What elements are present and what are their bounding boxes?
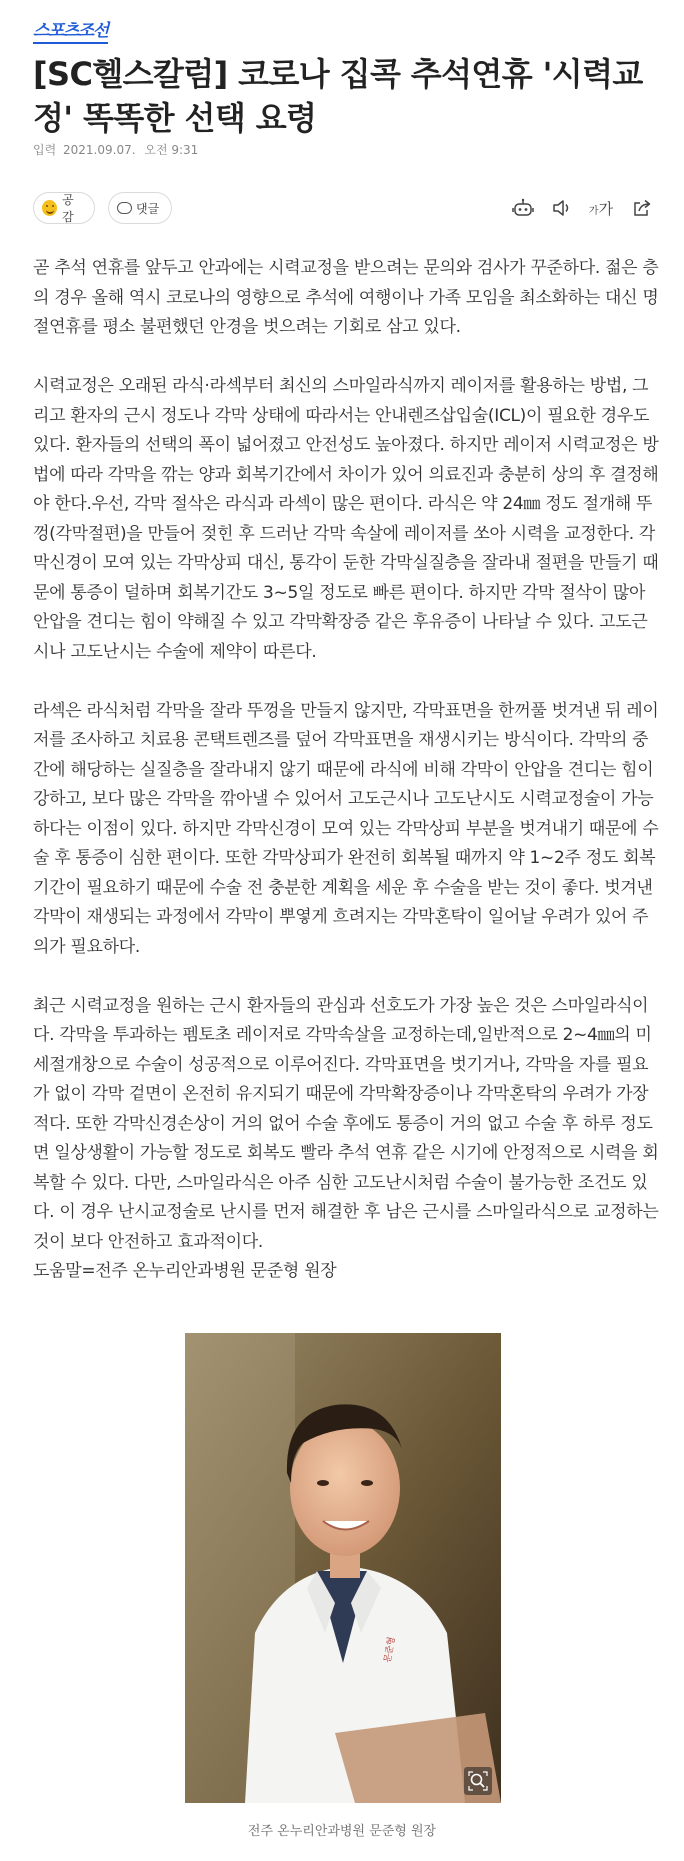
doctor-portrait bbox=[185, 1333, 501, 1803]
like-label: 공감 bbox=[62, 193, 74, 224]
robot-icon bbox=[512, 198, 534, 218]
site-logo-text: 스포츠조선 bbox=[33, 20, 108, 44]
smile-emoji-icon bbox=[42, 200, 57, 216]
speech-bubble-icon bbox=[117, 202, 132, 214]
publish-date: 2021.09.07. bbox=[63, 143, 136, 157]
article-paragraph: 시력교정은 오래된 라식·라섹부터 최신의 스마일라식까지 레이저를 활용하는 방법, 그리고 환자의 근시 정도나 각막 상태에 따라서는 안내렌즈삽입술(ICL)이 필요한 경우도 있다. 환자들의 선택의 폭이 넓어졌고 안전성도 높아졌다. 하지만 레이저 시력교정은 방법에 따라 각막을 깎는 양과 회복기간에서 차이가 있어 의료진과 충분히 상의 후 결정해야 한다.우선, 각막 절삭은 라식과 라섹이 많은 편이다. 라식은 약 24㎜ 정도 절개해 뚜껑(각막절편)을 만들어 젖힌 후 드러난 각막 속살에 레이저를 쏘아 시력을 교정한다. 각막신경이 모여 있는 각막상피 대신, 통각이 둔한 각막실질층을 잘라내 절편을 만들기 때문에 통증이 덜하며 회복기간도 3~5일 정도로 빠른 편이다. 하지만 각막 절삭이 많아 안압을 견디는 힘이 약해질 수 있고 각막확장증 같은 후유증이 나타날 수 있다. 고도근시나 고도난시는 수술에 제약이 따른다. bbox=[33, 376, 659, 662]
font-size-big-glyph: 가 bbox=[598, 199, 614, 218]
article-meta bbox=[33, 142, 198, 158]
font-size-small-glyph: 가 bbox=[588, 205, 599, 217]
article-paragraph: 라섹은 라식처럼 각막을 잘라 뚜껑을 만들지 않지만, 각막표면을 한꺼풀 벗겨낸 뒤 레이저를 조사하고 치료용 콘택트렌즈를 덮어 각막표면을 재생시키는 방식이다. 각막의 중간에 해당하는 실질층을 잘라내지 않기 때문에 라식에 비해 각막이 안압을 견디는 힘이 강하고, 보다 많은 각막을 깎아낼 수 있어서 고도근시나 고도난시도 시력교정술이 가능하다는 이점이 있다. 하지만 각막신경이 모여 있는 각막상피 부분을 벗겨내기 때문에 수술 후 통증이 심한 편이다. 또한 각막상피가 완전히 회복될 때까지 약 1~2주 정도 회복기간이 필요하기 때문에 수술 전 충분한 계획을 세운 후 수술을 받는 것이 좋다. 벗겨낸 각막이 재생되는 과정에서 각막이 뿌옇게 흐려지는 각막혼탁이 일어날 우려가 있어 주의가 필요하다. bbox=[33, 700, 659, 957]
article-photo[interactable] bbox=[185, 1333, 501, 1803]
share-icon bbox=[632, 199, 652, 217]
font-size-icon bbox=[589, 198, 613, 219]
article-paragraph: 곧 추석 연휴를 앞두고 안과에는 시력교정을 받으려는 문의와 검사가 꾸준하다. 젊은 층의 경우 올해 역시 코로나의 영향으로 추석에 여행이나 가족 모임을 최소화하는 대신 명절연휴를 평소 불편했던 안경을 벗으려는 기회로 삼고 있다. bbox=[33, 258, 659, 337]
photo-caption: 전주 온누리안과병원 문준형 원장 bbox=[247, 1824, 437, 1839]
comment-label: 댓글 bbox=[136, 201, 160, 216]
article-body bbox=[33, 254, 663, 1287]
zoom-icon bbox=[464, 1767, 492, 1795]
like-button[interactable] bbox=[33, 192, 95, 224]
speaker-icon bbox=[552, 199, 572, 217]
zoom-button[interactable] bbox=[464, 1767, 492, 1795]
article-title: [SC헬스칼럼] 코로나 집콕 추석연휴 '시력교정' 똑똑한 선택 요령 bbox=[33, 55, 643, 137]
meta-label: 입력 bbox=[33, 143, 57, 157]
comment-button[interactable] bbox=[108, 192, 172, 224]
article-paragraph: 최근 시력교정을 원하는 근시 환자들의 관심과 선호도가 가장 높은 것은 스마일라식이다. 각막을 투과하는 펨토초 레이저로 각막속살을 교정하는데,일반적으로 2~4㎜의 미세절개창으로 수술이 성공적으로 이루어진다. 각막표면을 벗기거나, 각막을 자를 필요가 없이 각막 겉면이 온전히 유지되기 때문에 각막확장증이나 각막혼탁의 우려가 가장 적다. 또한 각막신경손상이 거의 없어 수술 후에도 통증이 거의 없고 수술 후 하루 정도면 일상생활이 가능할 정도로 회복도 빨라 추석 연휴 같은 시기에 안정적으로 시력을 회복할 수 있다. 다만, 스마일라식은 아주 심한 고도난시처럼 수술이 불가능한 조건도 있다. 이 경우 난시교정술로 난시를 먼저 해결한 후 남은 근시를 스마일라식으로 교정하는 것이 보다 안전하고 효과적이다. bbox=[33, 995, 659, 1252]
svg-text:문준형: 문준형 bbox=[383, 1636, 398, 1664]
font-size-button[interactable] bbox=[588, 196, 614, 220]
listen-button[interactable] bbox=[550, 196, 574, 220]
site-logo[interactable] bbox=[33, 20, 123, 42]
summary-button[interactable] bbox=[510, 196, 536, 220]
publish-time: 오전 9:31 bbox=[144, 143, 199, 157]
share-button[interactable] bbox=[630, 196, 654, 220]
article-credit: 도움말=전주 온누리안과병원 문준형 원장 bbox=[33, 1261, 337, 1281]
